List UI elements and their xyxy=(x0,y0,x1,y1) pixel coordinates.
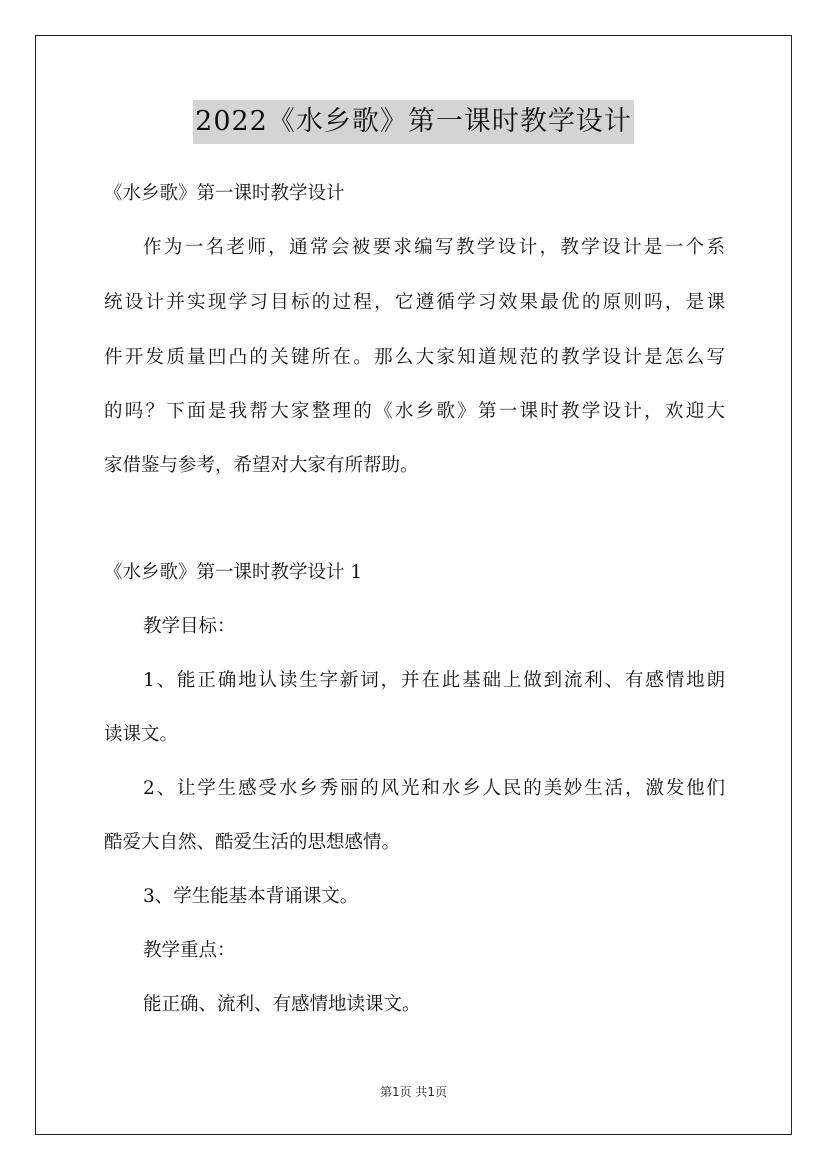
page-footer: 第1页 共1页 xyxy=(379,1085,448,1099)
intro-line-1: 作为一名老师，通常会被要求编写教学设计，教学设计是一个系 xyxy=(143,237,725,258)
intro-line-3: 件开发质量凹凸的关键所在。那么大家知道规范的教学设计是怎么写 xyxy=(104,347,725,368)
objective-1-line-2: 读课文。 xyxy=(104,724,179,745)
intro-line-5: 家借鉴与参考，希望对大家有所帮助。 xyxy=(104,455,419,476)
title-container xyxy=(0,100,827,144)
section-heading: 《水乡歌》第一课时教学设计 1 xyxy=(104,562,363,583)
document-title: 2022《水乡歌》第一课时教学设计 xyxy=(193,100,634,144)
intro-line-4: 的吗？下面是我帮大家整理的《水乡歌》第一课时教学设计，欢迎大 xyxy=(104,401,725,422)
objective-2-line-2: 酷爱大自然、酷爱生活的思想感情。 xyxy=(104,832,401,853)
objectives-label: 教学目标： xyxy=(143,616,236,637)
document-heading: 《水乡歌》第一课时教学设计 xyxy=(104,183,345,204)
key-points-label: 教学重点： xyxy=(143,940,236,961)
key-point-1: 能正确、流利、有感情地读课文。 xyxy=(143,994,421,1015)
objective-2-line-1: 2、让学生感受水乡秀丽的风光和水乡人民的美妙生活，激发他们 xyxy=(143,778,725,799)
objective-3: 3、学生能基本背诵课文。 xyxy=(143,886,359,907)
objective-1-line-1: 1、能正确地认读生字新词，并在此基础上做到流利、有感情地朗 xyxy=(143,670,725,691)
intro-line-2: 统设计并实现学习目标的过程，它遵循学习效果最优的原则吗，是课 xyxy=(104,292,725,313)
